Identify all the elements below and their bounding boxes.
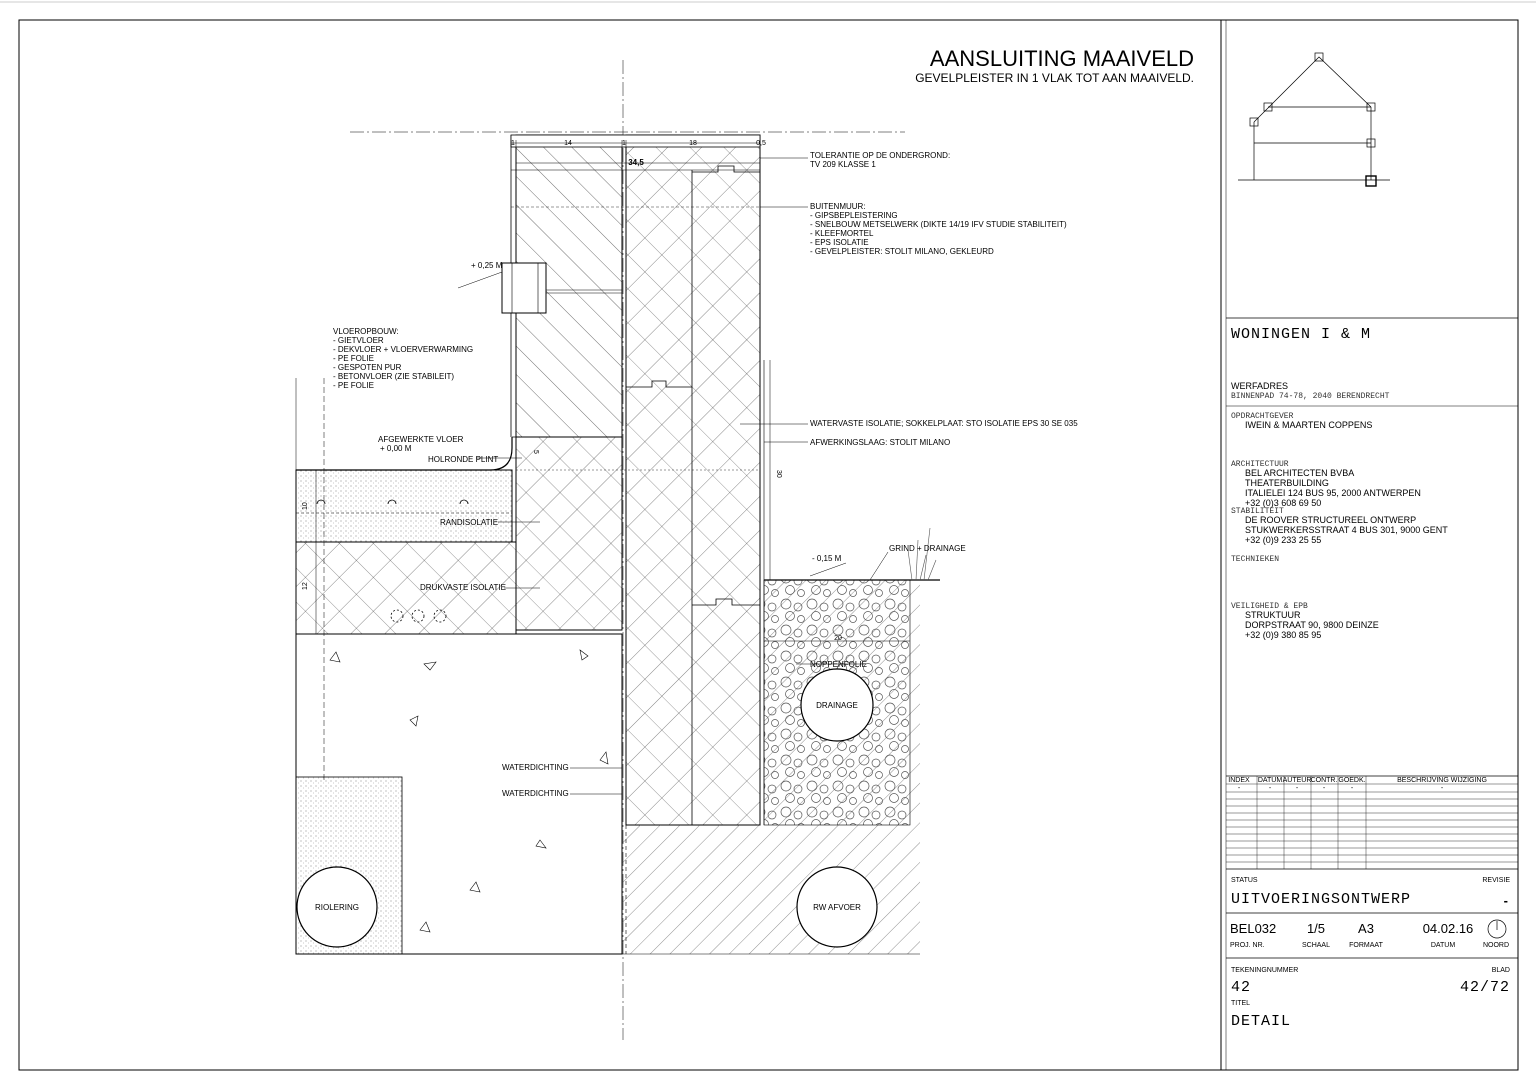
outlet-box — [502, 263, 546, 313]
note-buitenmuur-1: - GIPSBEPLEISTERING — [810, 211, 898, 220]
rev-row-contr: - — [1322, 785, 1326, 792]
revisie-caption: REVISIE — [1482, 877, 1510, 884]
key-plan-icon — [1238, 53, 1390, 186]
level-plus-025: + 0,25 M — [471, 261, 503, 270]
note-buitenmuur-3: - KLEEFMORTEL — [810, 229, 874, 238]
blad-caption: BLAD — [1491, 967, 1510, 974]
note-randisolatie: RANDISOLATIE — [440, 518, 499, 527]
datum: 04.02.16 — [1422, 921, 1474, 936]
veiligheid-0: STRUKTUUR — [1245, 610, 1301, 620]
note-buitenmuur-5: - GEVELPLEISTER: STOLIT MILANO, GEKLEURD — [810, 247, 994, 256]
note-vloer-3: - PE FOLIE — [333, 354, 374, 363]
rev-row-index: - — [1237, 785, 1241, 792]
rev-row-goedk: - — [1350, 785, 1354, 792]
status-caption: STATUS — [1231, 877, 1258, 884]
note-holronde-plint: HOLRONDE PLINT — [428, 455, 499, 464]
rev-header-index: INDEX — [1228, 777, 1250, 784]
rev-row-beschrijving: - — [1440, 785, 1444, 792]
tekeningnummer: 42 — [1231, 979, 1252, 996]
proj-nr-caption: PROJ. NR. — [1230, 942, 1265, 949]
page-title: AANSLUITING MAAIVELD — [929, 46, 1194, 71]
schaal-caption: SCHAAL — [1301, 942, 1331, 949]
veiligheid-2: +32 (0)9 380 85 95 — [1245, 630, 1322, 640]
rev-row-datum: - — [1268, 785, 1272, 792]
rev-header-contr: CONTR. — [1310, 777, 1338, 784]
note-vloer-4: - GESPOTEN PUR — [333, 363, 402, 372]
note-buitenmuur-4: - EPS ISOLATIE — [810, 238, 869, 247]
dim-total: 34,5 — [628, 158, 644, 167]
formaat: A3 — [1358, 921, 1374, 936]
architectuur-3: +32 (0)3 608 69 50 — [1245, 498, 1322, 508]
stabiliteit-2: +32 (0)9 233 25 55 — [1245, 535, 1322, 545]
note-vloer-1: - GIETVLOER — [333, 336, 384, 345]
veiligheid-1: DORPSTRAAT 90, 9800 DEINZE — [1245, 620, 1379, 630]
revisie-value: - — [1503, 893, 1508, 908]
project-name: WONINGEN I & M — [1231, 326, 1372, 343]
technieken-caption: TECHNIEKEN — [1231, 555, 1280, 564]
note-drukvaste-isolatie: DRUKVASTE ISOLATIE — [420, 583, 506, 592]
stabiliteit-0: DE ROOVER STRUCTUREEL ONTWERP — [1245, 515, 1417, 525]
section-drawing — [296, 60, 1078, 1040]
titel-caption: TITEL — [1231, 1000, 1251, 1007]
note-waterdichting-2: WATERDICHTING — [502, 789, 569, 798]
insulation-block — [516, 437, 622, 630]
rev-row-auteur: - — [1295, 785, 1299, 792]
title-block — [1221, 20, 1518, 1070]
rev-header-datum: DATUM — [1257, 777, 1283, 784]
veiligheid-caption: VEILIGHEID & EPB — [1231, 602, 1308, 611]
level-plus-000: + 0,00 M — [380, 444, 412, 453]
note-grind-drainage: GRIND + DRAINAGE — [889, 544, 966, 553]
dim-top-4: 18 — [689, 140, 697, 147]
note-buitenmuur-0: BUITENMUUR: — [810, 202, 866, 211]
datum-caption: DATUM — [1430, 942, 1456, 949]
titel: DETAIL — [1231, 1013, 1292, 1030]
dim-top-1: 1 — [511, 140, 515, 147]
rev-header-auteur: AUTEUR — [1282, 777, 1312, 784]
note-buitenmuur-2: - SNELBOUW METSELWERK (DIKTE 14/19 IFV STUDIE STABILITEIT) — [810, 220, 1067, 229]
dim-5: 5 — [532, 450, 539, 454]
architectuur-caption: ARCHITECTUUR — [1231, 460, 1289, 469]
status-value: UITVOERINGSONTWERP — [1231, 891, 1412, 908]
noord-caption: NOORD — [1482, 942, 1510, 949]
stabiliteit-1: STUKWERKERSSTRAAT 4 BUS 301, 9000 GENT — [1245, 525, 1448, 535]
level-minus-015: - 0,15 M — [812, 554, 842, 563]
schaal: 1/5 — [1306, 921, 1326, 936]
tekeningnummer-caption: TEKENINGNUMMER — [1231, 967, 1299, 974]
dim-top-3: 1 — [622, 140, 626, 147]
note-waterdichting-1: WATERDICHTING — [502, 763, 569, 772]
proj-nr: BEL032 — [1230, 921, 1277, 936]
dim-10: 10 — [302, 502, 309, 510]
label-riolering: RIOLERING — [314, 903, 360, 912]
werfadres: BINNENPAD 74-78, 2040 BERENDRECHT — [1231, 392, 1390, 401]
note-watervaste-isolatie: WATERVASTE ISOLATIE; SOKKELPLAAT: STO ISOLATIE EPS 30 SE 035 — [810, 419, 1078, 428]
blad: 42/72 — [1459, 979, 1510, 996]
formaat-caption: FORMAAT — [1349, 942, 1383, 949]
architectuur-0: BEL ARCHITECTEN BVBA — [1245, 468, 1355, 478]
note-vloer-5: - BETONVLOER (ZIE STABILEIT) — [333, 372, 455, 381]
opdrachtgever: IWEIN & MAARTEN COPPENS — [1245, 420, 1373, 430]
werfadres-caption: WERFADRES — [1231, 381, 1289, 391]
architectuur-1: THEATERBUILDING — [1245, 478, 1329, 488]
dim-top-5: 0,5 — [756, 140, 766, 147]
dim-20: 20 — [834, 635, 842, 642]
architectuur-2: ITALIELEI 124 BUS 95, 2000 ANTWERPEN — [1245, 488, 1421, 498]
note-noppenfolie: NOPPENFOLIE — [810, 660, 867, 669]
dim-top-2: 14 — [564, 140, 572, 147]
opdrachtgever-caption: OPDRACHTGEVER — [1231, 412, 1294, 421]
stabiliteit-caption: STABILITEIT — [1231, 507, 1284, 516]
note-afwerkingslaag: AFWERKINGSLAAG: STOLIT MILANO — [810, 438, 951, 447]
rev-header-beschrijving: BESCHRIJVING WIJZIGING — [1397, 777, 1487, 784]
label-drainage: DRAINAGE — [816, 701, 858, 710]
note-vloer-2: - DEKVLOER + VLOERVERWARMING — [333, 345, 474, 354]
note-tolerantie-1: TOLERANTIE OP DE ONDERGROND: — [810, 151, 951, 160]
note-tolerantie-2: TV 209 KLASSE 1 — [810, 160, 876, 169]
note-vloer-0: VLOEROPBOUW: — [333, 327, 399, 336]
screed-layer — [296, 470, 512, 542]
level-afgewerkte-vloer: AFGEWERKTE VLOER — [378, 435, 464, 444]
page-subtitle: GEVELPLEISTER IN 1 VLAK TOT AAN MAAIVELD. — [915, 71, 1194, 85]
dim-30: 30 — [775, 470, 782, 478]
rev-header-goedk: GOEDK. — [1338, 777, 1366, 784]
label-rw-afvoer: RW AFVOER — [813, 903, 861, 912]
eps-insulation — [626, 135, 760, 825]
dim-12: 12 — [302, 582, 309, 590]
note-vloer-6: - PE FOLIE — [333, 381, 374, 390]
